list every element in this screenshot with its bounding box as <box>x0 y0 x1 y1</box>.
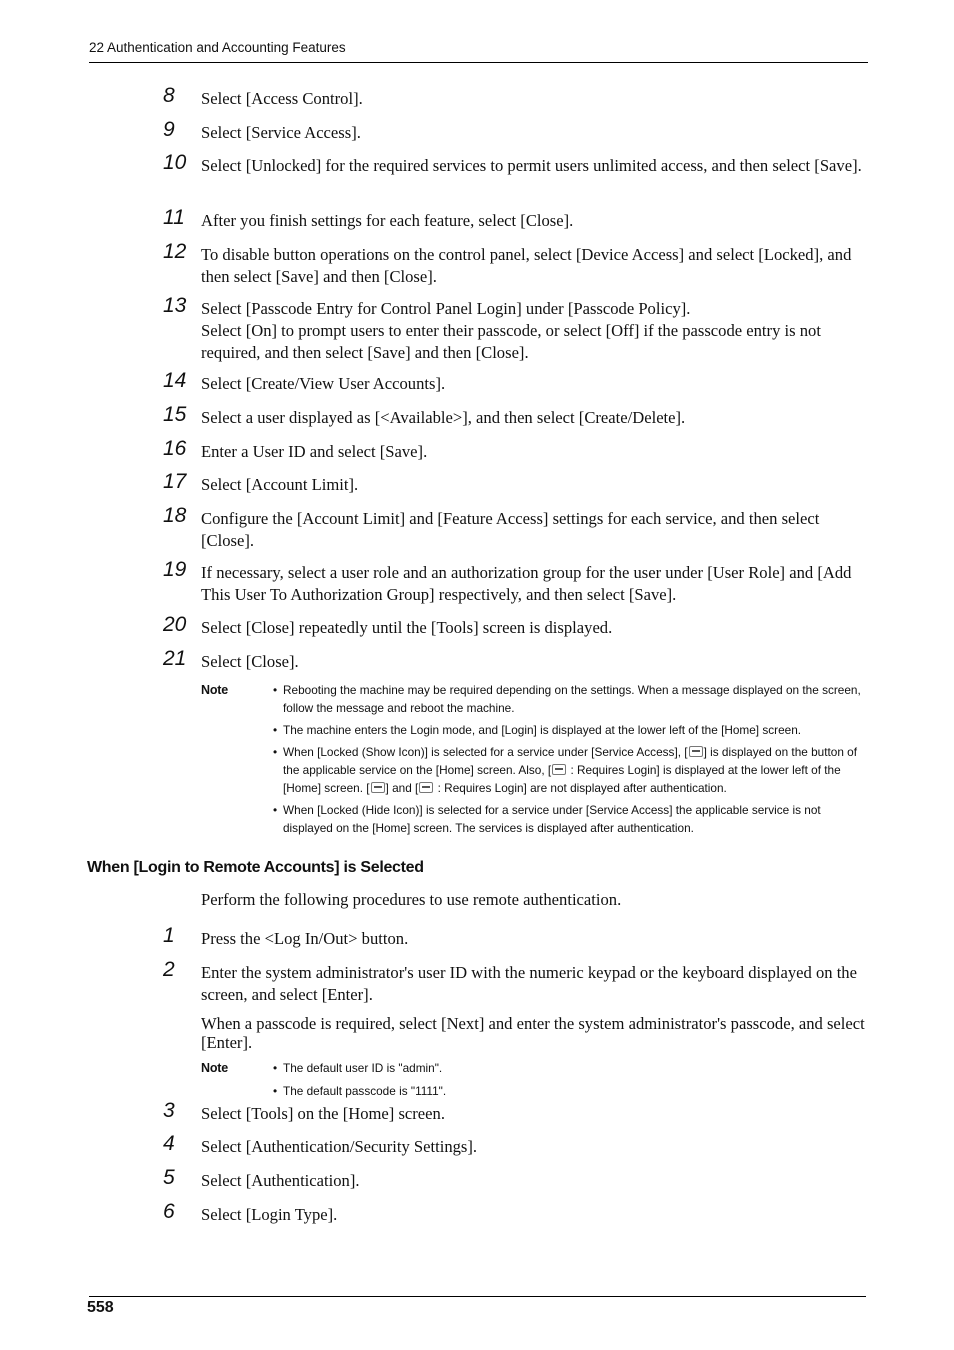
section-intro: Perform the following procedures to use remote authentication. <box>201 890 622 909</box>
step-number: 12 <box>163 240 187 263</box>
step-number: 15 <box>163 403 187 426</box>
step-number: 6 <box>163 1200 175 1223</box>
step-text: Select [Access Control]. <box>201 89 363 108</box>
step-number: 10 <box>163 151 187 174</box>
note-label: Note <box>201 683 228 697</box>
step-number: 1 <box>163 924 175 947</box>
step-text-line1: Select [Passcode Entry for Control Panel Login] under [Passcode Policy]. <box>201 299 691 318</box>
bullet: • <box>273 723 278 737</box>
step-2-extra-paragraph: When a passcode is required, select [Next] and enter the system administrator's passcode, and select [Enter]. <box>201 1014 865 1052</box>
login-key-icon <box>689 746 703 757</box>
bullet: • <box>273 1084 278 1098</box>
step-text: Select [Unlocked] for the required services to permit users unlimited access, and then select [Save]. <box>201 156 862 175</box>
step-number: 2 <box>163 958 175 981</box>
step-text: Enter a User ID and select [Save]. <box>201 442 428 461</box>
step-text: After you finish settings for each feature, select [Close]. <box>201 211 574 230</box>
step-number: 9 <box>163 118 175 141</box>
step-number: 21 <box>163 647 187 670</box>
note-text: The default passcode is "1111". <box>283 1084 447 1098</box>
chapter-title: 22 Authentication and Accounting Features <box>89 40 346 55</box>
bullet: • <box>273 1061 278 1075</box>
note-text: When [Locked (Show Icon)] is selected for a service under [Service Access], [ ] is displayed on the button of the applicable service on the [Home] screen. Also, [ : Requires Login] is displayed at the lower left of the [Home] screen. [ ] and [ : Requires Login] are not displayed after authentication. <box>283 745 858 795</box>
bullet: • <box>273 745 278 759</box>
step-text: Enter the system administrator's user ID with the numeric keypad or the keyboard displayed on the screen, and select [Enter]. <box>201 963 857 1004</box>
step-text: To disable button operations on the control panel, select [Device Access] and select [Locked], and then select [Save] and then [Close]. <box>201 245 852 286</box>
step-text: Select [Create/View User Accounts]. <box>201 374 446 393</box>
step-text: Configure the [Account Limit] and [Feature Access] settings for each service, and then select [Close]. <box>201 509 820 550</box>
step-number: 17 <box>163 470 187 493</box>
bullet: • <box>273 803 278 817</box>
step-text: If necessary, select a user role and an authorization group for the user under [User Role] and [Add This User To Authorization Group] respectively, and then select [Save]. <box>201 563 852 604</box>
note-text: Rebooting the machine may be required depending on the settings. When a message displayed on the screen, follow the message and reboot the machine. <box>283 683 861 715</box>
login-key-icon <box>419 782 433 793</box>
note-text: The machine enters the Login mode, and [Login] is displayed at the lower left of the [Home] screen. <box>283 723 802 737</box>
bullet: • <box>273 683 278 697</box>
step-text: Select [Account Limit]. <box>201 475 359 494</box>
step-text <box>201 298 866 364</box>
step-text: Select [Login Type]. <box>201 1205 338 1224</box>
step-text: Select [Close] repeatedly until the [Tools] screen is displayed. <box>201 618 613 637</box>
step-text: Select a user displayed as [<Available>], and then select [Create/Delete]. <box>201 408 686 427</box>
step-text: Select [Tools] on the [Home] screen. <box>201 1104 445 1123</box>
page-number: 558 <box>87 1299 114 1316</box>
step-number: 18 <box>163 504 187 527</box>
step-text: Select [Authentication]. <box>201 1171 360 1190</box>
note-text: The default user ID is "admin". <box>283 1061 443 1075</box>
note-text: When [Locked (Hide Icon)] is selected for a service under [Service Access] the applicable service is not displayed on the [Home] screen. The services is displayed after authentication. <box>283 803 821 835</box>
step-number: 5 <box>163 1166 175 1189</box>
login-key-icon <box>371 782 385 793</box>
step-text: Select [Close]. <box>201 652 299 671</box>
note-label: Note <box>201 1061 228 1075</box>
step-text: Select [Authentication/Security Settings]. <box>201 1137 478 1156</box>
step-number: 8 <box>163 84 175 107</box>
footer-rule <box>89 1296 866 1297</box>
step-number: 20 <box>163 613 187 636</box>
step-text-line2: Select [On] to prompt users to enter their passcode, or select [Off] if the passcode entry is not required, and then select [Save] and then [Close]. <box>201 321 821 362</box>
step-number: 4 <box>163 1132 175 1155</box>
step-number: 3 <box>163 1099 175 1122</box>
step-number: 16 <box>163 437 187 460</box>
step-number: 13 <box>163 294 187 317</box>
login-key-icon <box>552 764 566 775</box>
step-text: Select [Service Access]. <box>201 123 361 142</box>
step-number: 11 <box>163 206 185 229</box>
step-number: 19 <box>163 558 187 581</box>
step-number: 14 <box>163 369 187 392</box>
step-text: Press the <Log In/Out> button. <box>201 929 409 948</box>
section-heading: When [Login to Remote Accounts] is Selected <box>87 859 424 876</box>
header-rule <box>89 62 868 63</box>
